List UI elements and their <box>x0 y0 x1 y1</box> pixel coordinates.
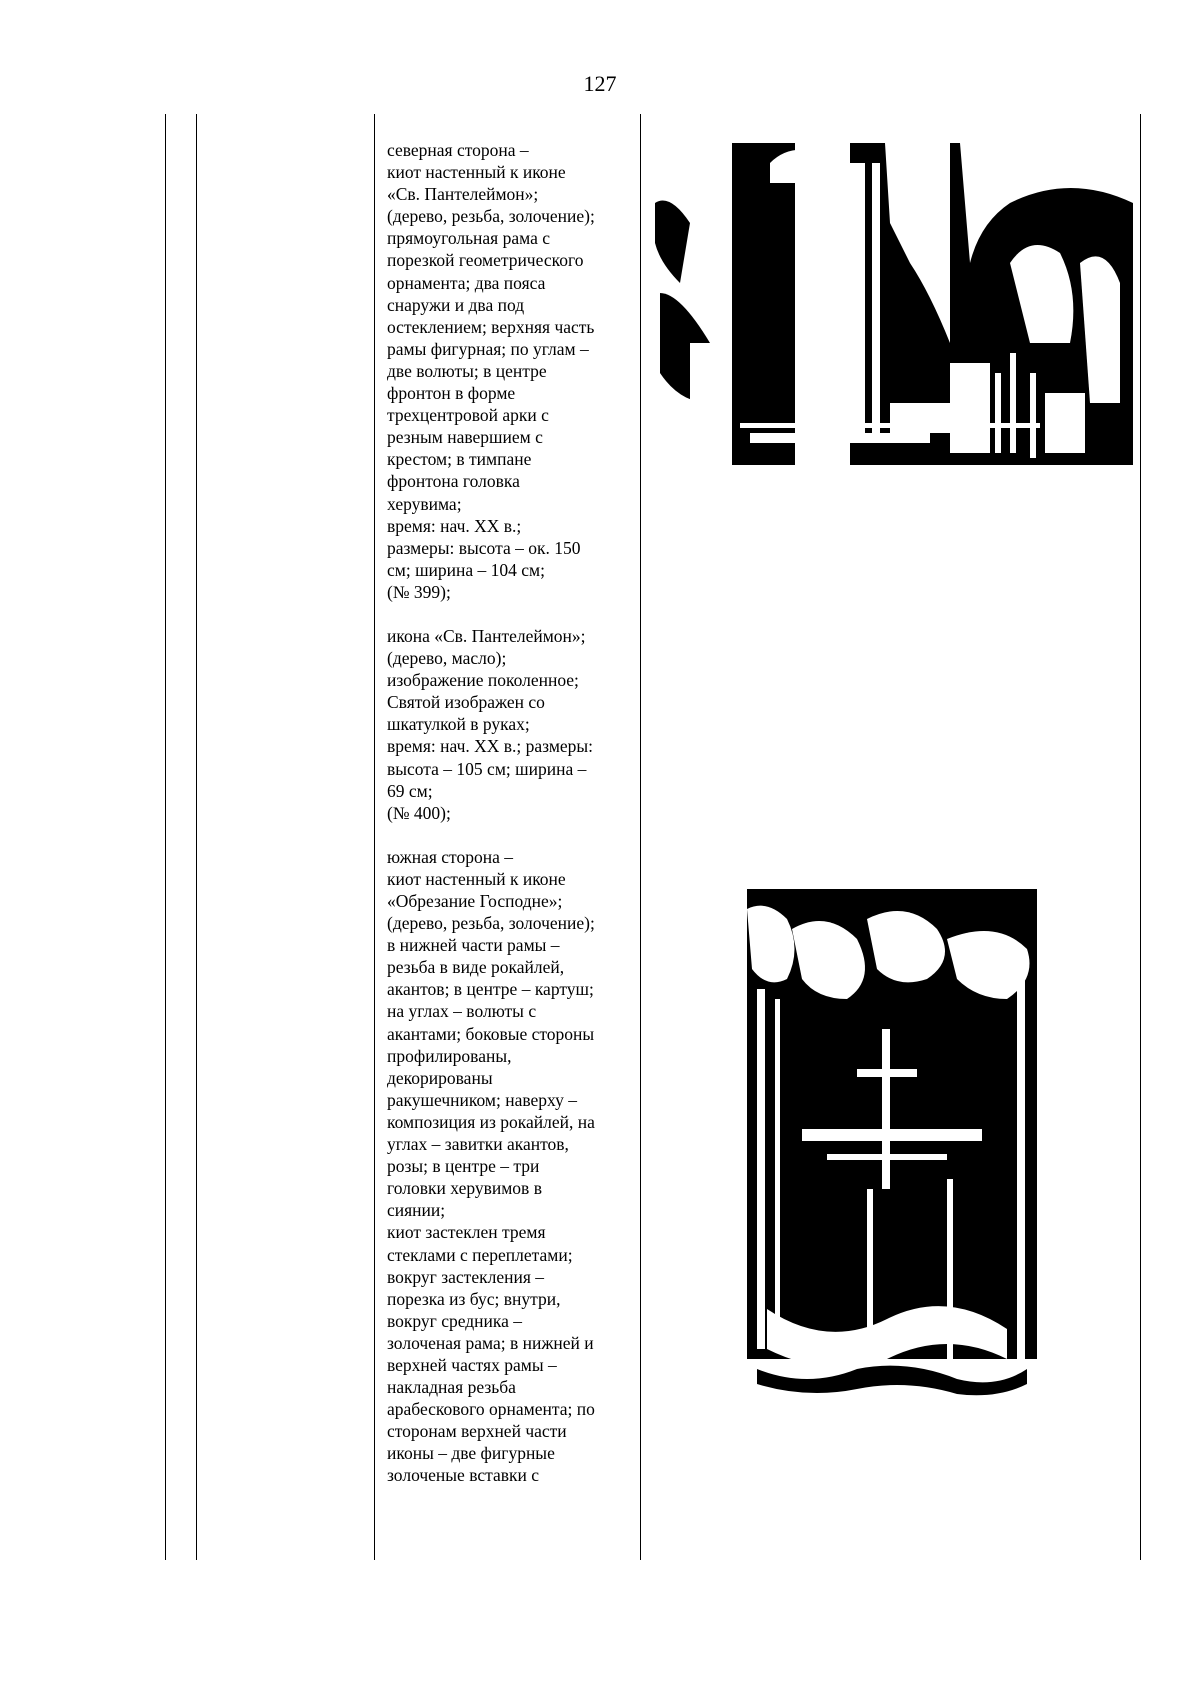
entry-kiot-south <box>387 846 629 1487</box>
text-line: шкатулкой в руках; <box>387 714 530 735</box>
text-line: две волюты; в центре <box>387 360 547 381</box>
text-line: вокруг застекления – <box>387 1266 544 1287</box>
text-line: резьба в виде рокайлей, <box>387 957 565 978</box>
text-line: 69 см; <box>387 780 433 801</box>
text-line: крестом; в тимпане <box>387 449 532 470</box>
text-line: сиянии; <box>387 1200 446 1221</box>
text-line: рамы фигурная; по углам – <box>387 338 589 359</box>
text-line: размеры: высота – ок. 150 <box>387 537 581 558</box>
text-line: головки херувимов в <box>387 1178 542 1199</box>
text-line: порезкой геометрического <box>387 250 584 271</box>
text-line: на углах – волюты с <box>387 1001 537 1022</box>
text-line: киот застеклен тремя <box>387 1222 546 1243</box>
text-line: икона «Св. Пантелеймон»; <box>387 625 586 646</box>
text-line: херувима; <box>387 493 462 514</box>
text-line: композиция из рокайлей, на <box>387 1111 595 1132</box>
text-line: вокруг средника – <box>387 1310 523 1331</box>
text-line: снаружи и два под <box>387 294 525 315</box>
text-line: ракушечником; наверху – <box>387 1089 577 1110</box>
text-line: порезка из бус; внутри, <box>387 1288 561 1309</box>
text-line: северная сторона – <box>387 140 529 160</box>
text-line: в нижней части рамы – <box>387 935 560 956</box>
text-line: верхней частях рамы – <box>387 1354 557 1375</box>
table-border-text-left <box>374 114 375 1560</box>
text-line: (№ 399); <box>387 581 451 602</box>
text-line: арабескового орнамента; по <box>387 1399 595 1420</box>
description-column <box>387 139 629 1509</box>
text-line: время: нач. XX в.; <box>387 515 522 536</box>
entry-kiot-north <box>387 139 629 603</box>
text-line: высота – 105 см; ширина – <box>387 758 587 779</box>
text-line: акантов; в центре – картуш; <box>387 979 594 1000</box>
text-line: резным навершием с <box>387 427 543 448</box>
text-line: розы; в центре – три <box>387 1156 540 1177</box>
text-line: стеклами с переплетами; <box>387 1244 573 1265</box>
text-line: изображение поколенное; <box>387 670 579 691</box>
text-line: акантами; боковые стороны <box>387 1023 595 1044</box>
text-line: (дерево, масло); <box>387 648 507 669</box>
text-line: (№ 400); <box>387 802 451 823</box>
table-border-left-inner <box>196 114 197 1560</box>
text-line: сторонам верхней части <box>387 1421 567 1442</box>
table-border-left-outer <box>165 114 166 1560</box>
text-line: киот настенный к иконе <box>387 868 566 889</box>
text-line: время: нач. XX в.; размеры: <box>387 736 594 757</box>
text-line: (дерево, резьба, золочение); <box>387 206 595 227</box>
page-number: 127 <box>583 71 617 96</box>
text-line: прямоугольная рама с <box>387 228 550 249</box>
text-line: «Св. Пантелеймон»; <box>387 184 539 205</box>
text-line: киот настенный к иконе <box>387 162 566 183</box>
text-line: трехцентровой арки с <box>387 405 549 426</box>
photo-carved-kiot <box>707 889 1071 1399</box>
text-line: иконы – две фигурные <box>387 1443 555 1464</box>
entry-icon-panteleimon <box>387 625 629 824</box>
text-line: фронтона головка <box>387 471 520 492</box>
text-line: орнамента; два пояса <box>387 272 546 293</box>
text-line: (дерево, резьба, золочение); <box>387 913 595 934</box>
text-line: профилированы, <box>387 1045 512 1066</box>
text-line: Святой изображен со <box>387 692 545 713</box>
text-line: остеклением; верхняя часть <box>387 316 595 337</box>
text-line: декорированы <box>387 1067 493 1088</box>
table-border-text-right <box>640 114 641 1560</box>
text-line: южная сторона – <box>387 846 513 867</box>
photo-interior-arches <box>650 143 1133 465</box>
text-line: накладная резьба <box>387 1377 516 1398</box>
text-line: золоченые вставки с <box>387 1465 540 1486</box>
text-line: золоченая рама; в нижней и <box>387 1332 594 1353</box>
text-line: фронтон в форме <box>387 383 516 404</box>
text-line: углах – завитки акантов, <box>387 1134 569 1155</box>
text-line: «Обрезание Господне»; <box>387 891 563 911</box>
text-line: см; ширина – 104 см; <box>387 559 545 580</box>
table-border-right <box>1140 114 1141 1560</box>
